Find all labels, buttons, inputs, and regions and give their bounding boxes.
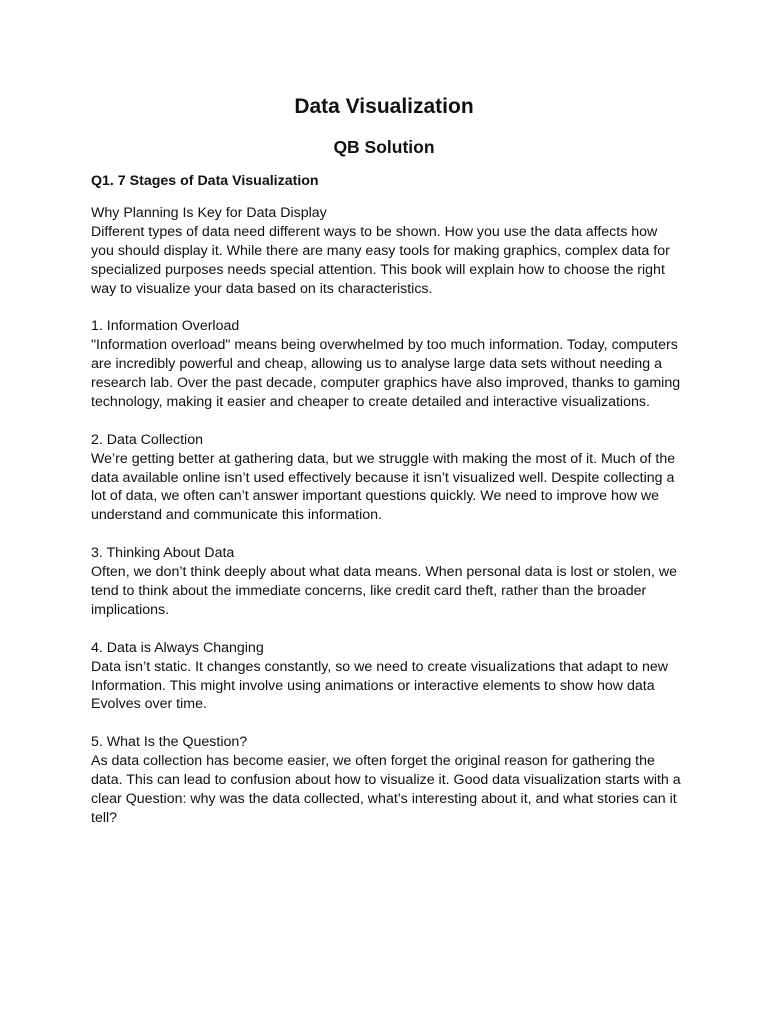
section-thinking-about-data <box>91 544 681 620</box>
section-information-overload <box>91 317 681 412</box>
section-heading: 3. Thinking About Data <box>91 545 235 562</box>
document-subtitle: QB Solution <box>333 137 435 157</box>
document-content <box>91 172 681 847</box>
section-heading: 5. What Is the Question? <box>91 734 248 751</box>
section-paragraph: As data collection has become easier, we often forget the original reason for gathering the data. This can lead to confusion about how to visualize it. Good data visualization starts with a clear Question: why was the data collected, what’s interesting about it, and what stories can it tell? <box>91 753 681 826</box>
section-data-changing <box>91 639 681 715</box>
section-heading: 2. Data Collection <box>91 431 203 448</box>
section-what-is-the-question <box>91 733 681 828</box>
section-paragraph: Different types of data need different ways to be shown. How you use the data affects how you should display it. While there are many easy tools for making graphics, complex data for specialized purposes needs special attention. This book will explain how to choose the right way to visualize your data based on its characteristics. <box>91 223 670 297</box>
section-paragraph: We’re getting better at gathering data, but we struggle with making the most of it. Much of the data available online isn’t used effectively because it isn’t visualized well. Despite collecting a lot of data, we often can’t answer important questions quickly. We need to improve how we understand and communicate this information. <box>91 450 676 524</box>
section-data-collection <box>91 431 681 526</box>
section-planning <box>91 204 681 299</box>
section-paragraph: Often, we don’t think deeply about what data means. When personal data is lost or stolen, we tend to think about the immediate concerns, like credit card theft, rather than the broader implications. <box>91 564 677 618</box>
section-heading: 4. Data is Always Changing <box>91 639 264 656</box>
section-heading: 1. Information Overload <box>91 318 240 335</box>
question-heading: Q1. 7 Stages of Data Visualization <box>91 173 319 189</box>
section-paragraph: Data isn’t static. It changes constantly, so we need to create visualizations that adapt to new Information. This might involve using animations or interactive elements to show how data Evolves over time. <box>91 658 669 713</box>
section-paragraph: "Information overload" means being overwhelmed by too much information. Today, computers are incredibly powerful and cheap, allowing us to analyse large data sets without needing a research lab. Over the past decade, computer graphics have also improved, thanks to gaming technology, making it easier and cheaper to create detailed and interactive visualizations. <box>91 337 681 410</box>
document-title: Data Visualization <box>294 95 474 118</box>
section-heading: Why Planning Is Key for Data Display <box>91 204 327 221</box>
